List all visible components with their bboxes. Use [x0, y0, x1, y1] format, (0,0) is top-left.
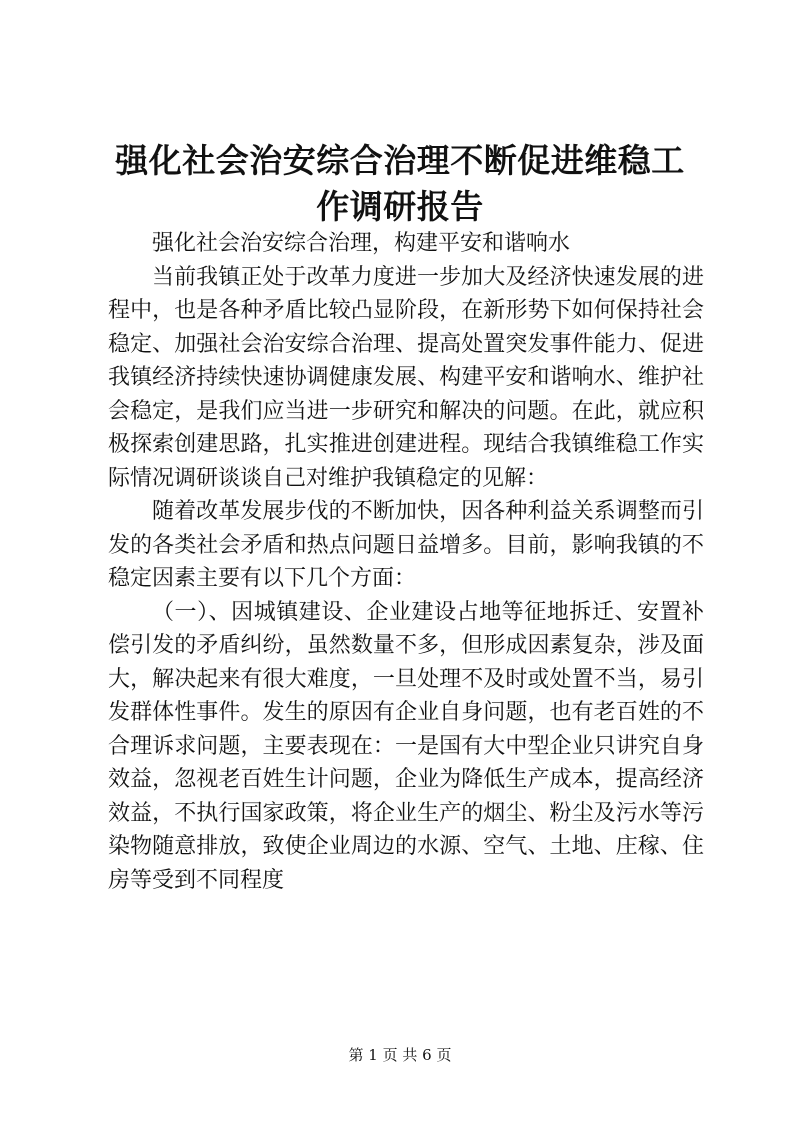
paragraph: 当前我镇正处于改革力度进一步加大及经济快速发展的进程中，也是各种矛盾比较凸显阶段，在新形势下如何保持社会稳定、加强社会治安综合治理、提高处置突发事件能力、促进我镇经济持续快速协调健康发展、构建平安和谐响水、维护社会稳定，是我们应当进一步研究和解决的问题。在此，就应积极探索创建思路，扎实推进创建进程。现结合我镇维稳工作实际情况调研谈谈自己对维护我镇稳定的见解： [108, 264, 704, 491]
document-body [108, 227, 704, 897]
page-footer: 第 1 页 共 6 页 [348, 1046, 452, 1064]
paragraph-subtitle: 强化社会治安综合治理，构建平安和谐响水 [152, 231, 571, 256]
paragraph: （一）、因城镇建设、企业建设占地等征地拆迁、安置补偿引发的矛盾纠纷，虽然数量不多，但形成因素复杂，涉及面大，解决起来有很大难度，一旦处理不及时或处置不当，易引发群体性事件。发生的原因有企业自身问题，也有老百姓的不合理诉求问题，主要表现在：一是国有大中型企业只讲究自身效益，忽视老百姓生计问题，企业为降低生产成本，提高经济效益，不执行国家政策，将企业生产的烟尘、粉尘及污水等污染物随意排放，致使企业周边的水源、空气、土地、庄稼、住房等受到不同程度 [108, 599, 704, 893]
document-title: 强化社会治安综合治理不断促进维稳工作调研报告 [115, 141, 685, 226]
paragraph: 随着改革发展步伐的不断加快，因各种利益关系调整而引发的各类社会矛盾和热点问题日益增多。目前，影响我镇的不稳定因素主要有以下几个方面： [108, 499, 704, 591]
